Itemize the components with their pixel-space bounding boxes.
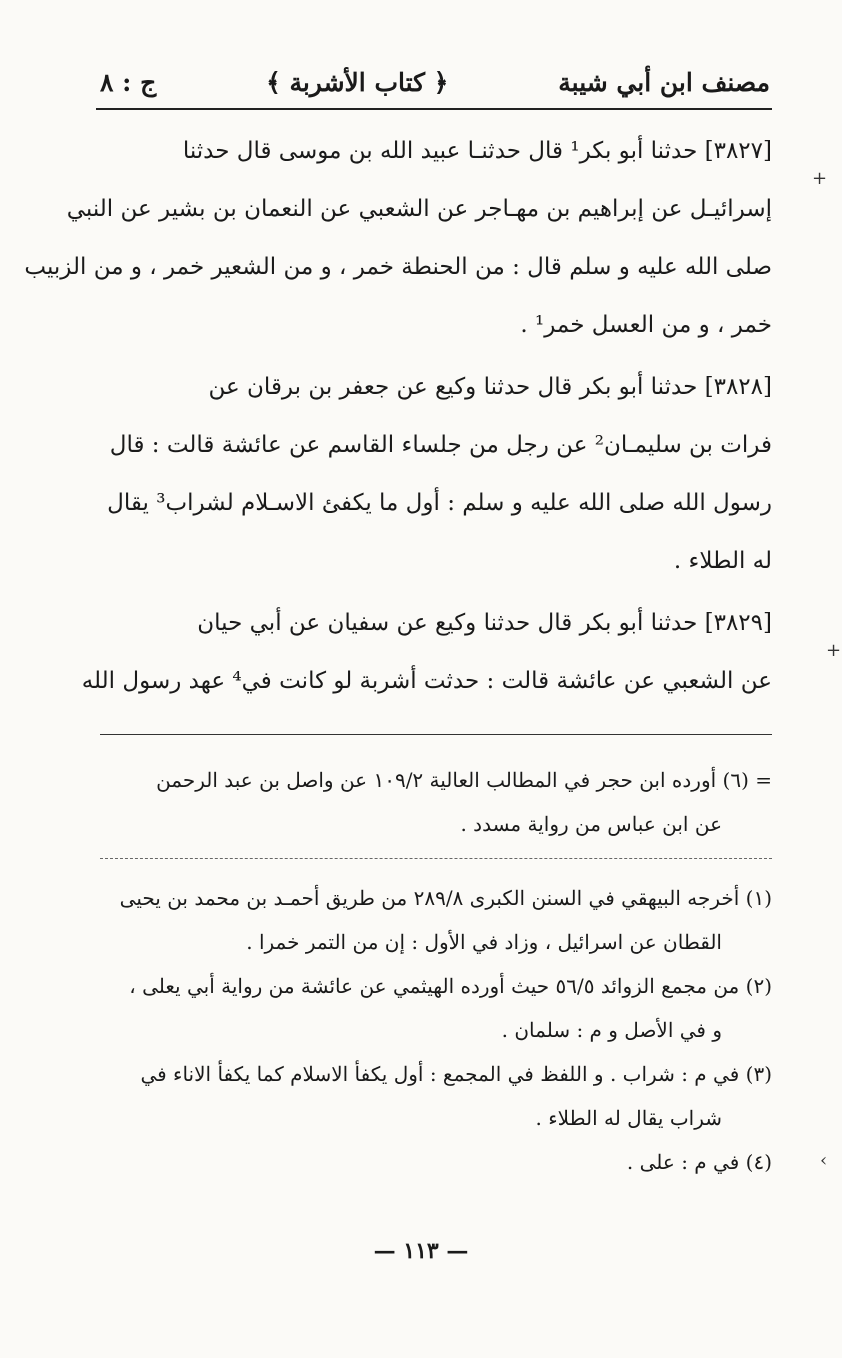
- header-rule: [96, 108, 772, 110]
- margin-cross-mark: +: [826, 640, 842, 661]
- footnote-3-line-2: شراب يقال له الطلاء .: [535, 1106, 722, 1130]
- hadith-3827-line-2: إسرائيـل عن إبراهيم بن مهـاجر عن الشعبي عن النعمان بن بشير عن النبي: [66, 196, 772, 222]
- hadith-3828-line-4: له الطلاء .: [673, 548, 772, 574]
- hadith-3827-line-1: [٣٨٢٧] حدثنا أبو بكر¹ قال حدثنـا عبيد الله بن موسى قال حدثنا: [182, 138, 772, 164]
- hadith-3828-line-2: فرات بن سليمـان² عن رجل من جلساء القاسم عن عائشة قالت : قال: [109, 432, 772, 458]
- hadith-3829-line-2: عن الشعبي عن عائشة قالت : حدثت أشربة لو كانت في⁴ عهد رسول الله: [81, 668, 772, 694]
- footnote-continued-line-1: = (٦) أورده ابن حجر في المطالب العالية ١٠٩/٢ عن واصل بن عبد الرحمن: [156, 768, 772, 792]
- footnote-separator: [100, 734, 772, 735]
- hadith-3827-line-4: خمر ، و من العسل خمر¹ .: [520, 312, 772, 338]
- margin-tick-mark: ‹: [820, 1150, 828, 1171]
- footnote-2-line-2: و في الأصل و م : سلمان .: [501, 1018, 722, 1042]
- hadith-3828-line-1: [٣٨٢٨] حدثنا أبو بكر قال حدثنا وكيع عن جعفر بن برقان عن: [208, 374, 772, 400]
- footnotes: [100, 876, 772, 1184]
- hadith-3829-line-1: [٣٨٢٩] حدثنا أبو بكر قال حدثنا وكيع عن سفيان عن أبي حيان: [197, 610, 772, 636]
- running-header: [100, 60, 770, 104]
- footnote-continuation: [100, 758, 772, 846]
- footnote-continued-line-2: عن ابن عباس من رواية مسدد .: [460, 812, 722, 836]
- chapter-title: ﴿ كتاب الأشربة ﴾: [266, 67, 449, 97]
- hadith-3827-line-3: صلى الله عليه و سلم قال : من الحنطة خمر ، و من الشعير خمر ، و من الزبيب: [24, 254, 772, 280]
- margin-cross-mark: +: [812, 168, 828, 189]
- footnote-2-line-1: (٢) من مجمع الزوائد ٥٦/٥ حيث أورده الهيثمي عن عائشة من رواية أبي يعلى ،: [129, 974, 772, 998]
- footnote-1-line-1: (١) أخرجه البيهقي في السنن الكبرى ٢٨٩/٨ من طريق أحمـد بن محمد بن يحيى: [119, 886, 772, 910]
- footnote-3-line-1: (٣) في م : شراب . و اللفظ في المجمع : أول يكفأ الاسلام كما يكفأ الاناء في: [140, 1062, 772, 1086]
- footnote-1-line-2: القطان عن اسرائيل ، وزاد في الأول : إن من التمر خمرا .: [246, 930, 722, 954]
- volume-number: ج : ٨: [100, 67, 157, 97]
- footnote-dashed-separator: [100, 858, 772, 859]
- hadith-text: [24, 122, 772, 710]
- hadith-3828-line-3: رسول الله صلى الله عليه و سلم : أول ما يكفئ الاسـلام لشراب³ يقال: [107, 490, 772, 516]
- book-title: مصنف ابن أبي شيبة: [558, 67, 770, 97]
- footnote-4-line-1: (٤) في م : على .: [626, 1150, 772, 1174]
- page-number: — ١١٣ —: [373, 1238, 469, 1264]
